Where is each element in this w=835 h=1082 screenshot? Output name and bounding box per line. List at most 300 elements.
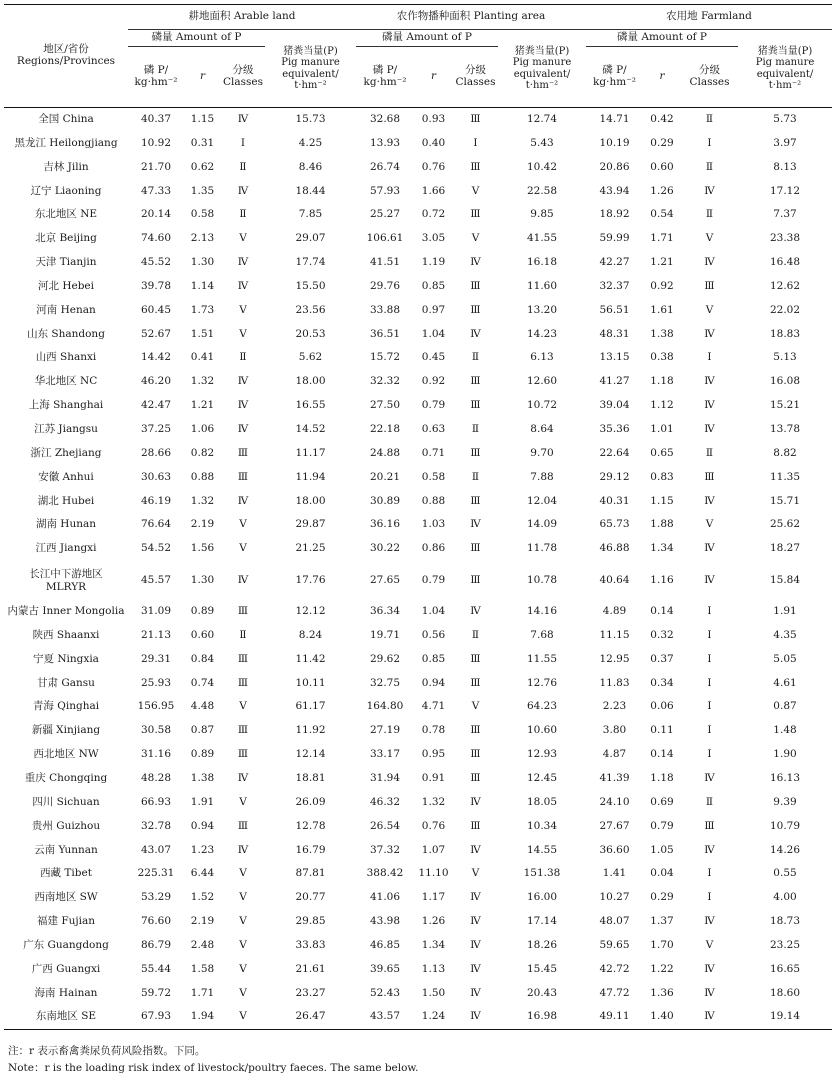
arable-class-cell: Ⅴ [239,938,247,951]
arable-r-cell: 1.30 [190,573,215,586]
farmland-p-cell: 1.41 [602,867,627,880]
arable-pig-cell: 11.17 [295,446,326,459]
planting-p-cell: 30.22 [369,542,401,555]
planting-pig-cell: 12.04 [526,494,558,507]
arable-pig-cell: 17.74 [295,256,326,269]
farmland-p-cell: 41.27 [599,375,630,388]
arable-p-cell: 45.52 [140,256,172,269]
planting-r-cell: 0.79 [421,573,446,586]
arable-class-cell: Ⅴ [239,962,247,975]
region-cell: 青海 Qinghai [32,700,100,713]
farmland-pig-cell: 13.78 [769,423,801,436]
arable-pig-cell: 14.52 [295,423,326,436]
planting-p-cell: 27.50 [369,399,401,412]
region-cell: 西北地区 NW [33,748,99,761]
planting-p-cell: 26.74 [369,160,401,173]
arable-r-cell: 1.21 [190,399,215,412]
header-r-arable: r [184,47,221,108]
planting-pig-cell: 11.78 [526,542,558,555]
header-p-farmland: 磷 P/ kg·hm⁻² [586,47,643,108]
region-cell: 湖南 Hunan [35,518,97,531]
arable-pig-cell: 18.00 [295,375,326,388]
table-row [4,466,832,490]
arable-p-cell: 225.31 [137,867,175,880]
arable-r-cell: 1.30 [190,256,215,269]
planting-r-cell: 0.45 [421,351,446,364]
region-cell: 全国 China [38,113,94,126]
farmland-class-cell: Ⅳ [704,399,715,412]
arable-r-cell: 0.89 [190,748,215,761]
arable-r-cell: 1.32 [190,494,215,507]
planting-pig-cell: 9.70 [530,446,554,459]
arable-pig-cell: 26.47 [265,1005,356,1029]
farmland-p-cell: 40.64 [599,573,630,586]
arable-class-cell: Ⅳ [237,771,249,784]
planting-pig-cell: 11.55 [526,652,558,665]
arable-p-cell: 59.72 [140,986,172,999]
farmland-pig-cell: 1.90 [773,748,797,761]
arable-r-cell: 1.73 [190,303,215,316]
farmland-p-cell: 56.51 [599,303,630,316]
planting-class-cell: Ⅲ [470,494,481,507]
planting-p-cell: 37.32 [369,843,401,856]
farmland-class-cell: Ⅰ [707,351,712,364]
farmland-p-cell: 48.31 [599,327,630,340]
arable-p-cell: 25.93 [140,676,172,689]
region-cell: 广东 Guangdong [23,938,109,951]
farmland-p-cell: 27.67 [599,819,630,832]
region-cell: 辽宁 Liaoning [30,184,102,197]
arable-class-cell: Ⅲ [237,605,249,618]
table-row [4,346,832,370]
arable-p-cell: 76.60 [140,915,172,928]
arable-pig-cell: 12.12 [295,605,326,618]
farmland-r-cell: 0.60 [650,160,674,173]
farmland-p-cell: 41.39 [599,771,630,784]
region-cell: 吉林 Jilin [43,160,89,173]
arable-p-cell: 53.29 [140,891,172,904]
arable-p-cell: 67.93 [128,1005,184,1029]
farmland-p-cell: 43.94 [599,184,630,197]
header-class-arable: 分级 Classes [221,47,265,108]
farmland-pig-cell: 16.08 [769,375,801,388]
arable-pig-cell: 8.46 [298,160,323,173]
planting-r-cell: 0.97 [421,303,446,316]
arable-class-cell: Ⅴ [239,700,247,713]
arable-r-cell: 6.44 [190,867,215,880]
planting-class-cell: Ⅱ [471,351,480,364]
arable-r-cell: 2.19 [190,915,215,928]
planting-class-cell: Ⅲ [470,279,481,292]
table-row [4,513,832,537]
farmland-pig-cell: 18.83 [769,327,801,340]
arable-pig-cell: 16.55 [295,399,326,412]
planting-class-cell: Ⅱ [471,470,480,483]
farmland-p-cell: 4.89 [602,605,627,618]
arable-class-cell: Ⅱ [239,628,247,641]
planting-pig-cell: 14.23 [526,327,558,340]
planting-p-cell: 41.51 [369,256,401,269]
farmland-p-cell: 59.99 [599,232,630,245]
header-pig-arable: 猪粪当量(P) Pig manure equivalent/ t·hm⁻² [265,30,356,108]
planting-r-cell: 1.13 [421,962,446,975]
farmland-r-cell: 0.29 [650,136,674,149]
region-cell: 北京 Beijing [35,232,97,245]
table-row [4,370,832,394]
planting-r-cell: 1.19 [421,256,446,269]
planting-r-cell: 1.66 [421,184,446,197]
arable-pig-cell: 29.07 [295,232,326,245]
manure-loading-table [4,4,832,1030]
region-cell: 西南地区 SW [34,891,98,904]
farmland-class-cell: Ⅳ [704,423,715,436]
planting-pig-cell: 7.68 [530,628,554,641]
planting-class-cell: Ⅲ [470,771,481,784]
farmland-p-cell: 40.31 [599,494,630,507]
farmland-pig-cell: 0.87 [773,700,797,713]
arable-pig-cell: 29.87 [295,518,326,531]
arable-pig-cell: 11.92 [295,724,326,737]
planting-r-cell: 0.76 [421,160,446,173]
planting-r-cell: 0.79 [421,399,446,412]
arable-pig-cell: 12.78 [295,819,326,832]
farmland-r-cell: 0.79 [650,819,674,832]
planting-p-cell: 33.88 [369,303,401,316]
arable-p-cell: 20.14 [140,208,172,221]
farmland-pig-cell: 23.25 [769,938,801,951]
farmland-pig-cell: 5.13 [773,351,797,364]
planting-class-cell: Ⅱ [471,628,480,641]
farmland-class-cell: Ⅴ [705,938,714,951]
planting-r-cell: 0.85 [421,652,446,665]
planting-p-cell: 26.54 [369,819,401,832]
planting-pig-cell: 12.45 [526,771,558,784]
farmland-p-cell: 49.11 [586,1005,643,1029]
table-row [4,743,832,767]
farmland-pig-cell: 16.13 [769,771,801,784]
table-row [4,624,832,648]
arable-pig-cell: 18.44 [295,184,326,197]
farmland-class-cell: Ⅳ [704,915,715,928]
planting-p-cell: 15.72 [369,351,401,364]
planting-pig-cell: 10.78 [526,573,558,586]
arable-p-cell: 74.60 [140,232,172,245]
planting-pig-cell: 41.55 [526,232,558,245]
farmland-class-cell: Ⅳ [704,962,715,975]
arable-p-cell: 10.92 [140,136,172,149]
farmland-p-cell: 10.19 [599,136,630,149]
arable-pig-cell: 11.94 [295,470,326,483]
planting-p-cell: 25.27 [369,208,401,221]
arable-class-cell: Ⅴ [239,518,247,531]
region-cell: 广西 Guangxi [31,962,101,975]
planting-p-cell: 27.65 [369,573,401,586]
arable-p-cell: 47.33 [140,184,172,197]
arable-pig-cell: 4.25 [298,136,323,149]
header-pig-planting: 猪粪当量(P) Pig manure equivalent/ t·hm⁻² [498,30,586,108]
planting-class-cell: Ⅱ [471,423,480,436]
farmland-r-cell: 1.88 [650,518,674,531]
planting-class-cell: Ⅳ [470,256,481,269]
table-row [4,299,832,323]
arable-p-cell: 40.37 [140,113,172,126]
farmland-class-cell: Ⅱ [705,113,714,126]
planting-class-cell: Ⅳ [470,938,481,951]
farmland-class-cell: Ⅱ [705,160,714,173]
farmland-pig-cell: 16.48 [769,256,801,269]
farmland-class-cell: Ⅱ [705,795,714,808]
arable-class-cell: Ⅳ [237,279,249,292]
planting-p-cell: 43.98 [369,915,401,928]
arable-r-cell: 0.89 [190,605,215,618]
planting-pig-cell: 12.93 [526,748,558,761]
arable-p-cell: 86.79 [140,938,172,951]
farmland-r-cell: 1.21 [650,256,674,269]
table-row [4,982,832,1006]
farmland-class-cell: Ⅳ [704,986,715,999]
planting-p-cell: 13.93 [369,136,401,149]
table-note [8,1043,828,1077]
planting-r-cell: 0.91 [421,771,446,784]
planting-pig-cell: 12.60 [526,375,558,388]
farmland-pig-cell: 8.82 [773,446,797,459]
region-cell: 重庆 Chongqing [24,771,108,784]
arable-r-cell: 1.14 [190,279,215,292]
arable-p-cell: 30.58 [140,724,172,737]
planting-class-cell: Ⅳ [470,915,481,928]
arable-r-cell: 2.13 [190,232,215,245]
farmland-r-cell: 0.14 [650,748,674,761]
arable-p-cell: 14.42 [140,351,172,364]
region-cell: 西藏 Tibet [40,867,92,880]
planting-p-cell: 32.68 [369,113,401,126]
header-group-arable: 耕地面积 Arable land [128,5,356,30]
planting-class-cell: Ⅲ [470,573,481,586]
planting-class-cell: Ⅳ [453,1005,498,1029]
region-cell: 新疆 Xinjiang [31,724,101,737]
farmland-class-cell: Ⅳ [704,771,715,784]
planting-pig-cell: 151.38 [523,867,561,880]
planting-class-cell: Ⅲ [470,375,481,388]
farmland-class-cell: Ⅰ [707,676,712,689]
table-row [4,561,832,600]
planting-p-cell: 29.76 [369,279,401,292]
note-en: Note：r is the loading risk index of livestock/poultry faeces. The same below. [8,1062,419,1074]
planting-p-cell: 43.57 [356,1005,414,1029]
farmland-p-cell: 12.95 [599,652,630,665]
farmland-r-cell: 1.16 [650,573,674,586]
farmland-r-cell: 1.18 [650,771,674,784]
planting-r-cell: 1.07 [421,843,446,856]
planting-class-cell: Ⅴ [471,700,480,713]
arable-pig-cell: 23.27 [295,986,326,999]
arable-r-cell: 1.71 [190,986,215,999]
region-cell: 河南 Henan [36,303,96,316]
planting-p-cell: 39.65 [369,962,401,975]
table-row [4,490,832,514]
arable-r-cell: 0.88 [190,470,215,483]
planting-r-cell: 0.86 [421,542,446,555]
arable-pig-cell: 21.61 [295,962,326,975]
arable-r-cell: 1.52 [190,891,215,904]
planting-p-cell: 31.94 [369,771,401,784]
farmland-class-cell: Ⅰ [707,867,712,880]
planting-p-cell: 52.43 [369,986,401,999]
table-row [4,862,832,886]
planting-pig-cell: 18.26 [526,938,558,951]
farmland-class-cell: Ⅳ [704,327,715,340]
table-row [4,132,832,156]
farmland-class-cell: Ⅰ [707,700,712,713]
farmland-pig-cell: 12.62 [769,279,801,292]
table-row [4,442,832,466]
farmland-r-cell: 0.54 [650,208,674,221]
farmland-p-cell: 4.87 [602,748,627,761]
farmland-p-cell: 46.88 [599,542,630,555]
planting-pig-cell: 10.42 [526,160,558,173]
planting-class-cell: Ⅲ [470,542,481,555]
farmland-p-cell: 35.36 [599,423,630,436]
planting-r-cell: 1.04 [421,327,446,340]
region-cell: 安徽 Anhui [38,470,94,483]
arable-r-cell: 1.06 [190,423,215,436]
region-cell: 山西 Shanxi [35,351,97,364]
arable-r-cell: 0.87 [190,724,215,737]
region-cell: 东南地区 SE [4,1005,128,1029]
header-class-farmland: 分级 Classes [681,47,738,108]
farmland-r-cell: 0.04 [650,867,674,880]
farmland-pig-cell: 19.14 [738,1005,832,1029]
arable-class-cell: Ⅲ [237,470,249,483]
arable-pig-cell: 5.62 [298,351,323,364]
farmland-p-cell: 42.27 [599,256,630,269]
planting-pig-cell: 8.64 [530,423,554,436]
planting-p-cell: 27.19 [369,724,401,737]
arable-class-cell: Ⅴ [239,891,247,904]
planting-r-cell: 3.05 [421,232,446,245]
table-row [4,815,832,839]
planting-pig-cell: 9.85 [530,208,554,221]
arable-p-cell: 52.67 [140,327,172,340]
planting-class-cell: Ⅲ [470,819,481,832]
farmland-r-cell: 0.32 [650,628,674,641]
farmland-pig-cell: 8.13 [773,160,797,173]
farmland-class-cell: Ⅲ [704,470,715,483]
region-cell: 长江中下游地区 MLRYR [29,568,103,593]
planting-p-cell: 46.85 [369,938,401,951]
farmland-class-cell: Ⅳ [704,184,715,197]
planting-r-cell: 0.92 [421,375,446,388]
farmland-r-cell: 1.01 [650,423,674,436]
arable-p-cell: 66.93 [140,795,172,808]
planting-p-cell: 164.80 [366,700,404,713]
planting-r-cell: 1.17 [421,891,446,904]
arable-p-cell: 21.70 [140,160,172,173]
farmland-pig-cell: 3.97 [773,136,797,149]
farmland-pig-cell: 18.60 [769,986,801,999]
planting-pig-cell: 16.98 [498,1005,586,1029]
planting-pig-cell: 14.16 [526,605,558,618]
arable-pig-cell: 20.77 [295,891,326,904]
arable-class-cell: Ⅴ [239,542,247,555]
farmland-pig-cell: 17.12 [769,184,801,197]
table-row [4,791,832,815]
planting-p-cell: 22.18 [369,423,401,436]
arable-r-cell: 1.15 [190,113,215,126]
region-cell: 浙江 Zhejiang [30,446,102,459]
arable-p-cell: 37.25 [140,423,172,436]
planting-pig-cell: 7.88 [530,470,554,483]
planting-r-cell: 1.34 [421,938,446,951]
region-cell: 东北地区 NE [34,208,98,221]
farmland-pig-cell: 22.02 [769,303,801,316]
arable-pig-cell: 15.73 [295,113,326,126]
table-row [4,180,832,204]
farmland-p-cell: 22.64 [599,446,630,459]
farmland-pig-cell: 1.91 [773,605,797,618]
farmland-pig-cell: 18.73 [769,915,801,928]
region-cell: 陕西 Shaanxi [32,628,100,641]
planting-pig-cell: 10.72 [526,399,558,412]
table-row [4,958,832,982]
planting-r-cell: 0.95 [421,748,446,761]
planting-pig-cell: 64.23 [526,700,558,713]
farmland-r-cell: 1.05 [650,843,674,856]
farmland-p-cell: 65.73 [599,518,630,531]
arable-class-cell: Ⅲ [237,819,249,832]
planting-r-cell: 0.85 [421,279,446,292]
farmland-r-cell: 1.40 [643,1005,681,1029]
planting-class-cell: Ⅳ [470,986,481,999]
arable-p-cell: 55.44 [140,962,172,975]
planting-pig-cell: 17.14 [526,915,558,928]
arable-class-cell: Ⅳ [237,375,249,388]
arable-class-cell: Ⅳ [237,399,249,412]
arable-r-cell: 0.84 [190,652,215,665]
arable-p-cell: 42.47 [140,399,172,412]
arable-class-cell: Ⅴ [239,915,247,928]
arable-pig-cell: 15.50 [295,279,326,292]
farmland-p-cell: 3.80 [602,724,627,737]
farmland-r-cell: 0.92 [650,279,674,292]
arable-p-cell: 48.28 [140,771,172,784]
farmland-pig-cell: 5.05 [773,652,797,665]
arable-class-cell: Ⅳ [237,494,249,507]
table-row [4,672,832,696]
farmland-pig-cell: 4.61 [773,676,797,689]
planting-pig-cell: 18.05 [526,795,558,808]
farmland-pig-cell: 7.37 [773,208,797,221]
farmland-pig-cell: 15.84 [769,573,801,586]
arable-class-cell: Ⅱ [239,351,247,364]
table-row [4,203,832,227]
farmland-class-cell: Ⅳ [704,375,715,388]
planting-p-cell: 41.06 [369,891,401,904]
farmland-p-cell: 42.72 [599,962,630,975]
planting-r-cell: 0.58 [421,470,446,483]
arable-class-cell: Ⅴ [221,1005,265,1029]
farmland-pig-cell: 15.21 [769,399,801,412]
farmland-p-cell: 20.86 [599,160,630,173]
arable-p-cell: 46.19 [140,494,172,507]
arable-pig-cell: 20.53 [295,327,326,340]
table-row [4,838,832,862]
farmland-p-cell: 10.27 [599,891,630,904]
table-row [4,600,832,624]
farmland-p-cell: 29.12 [599,470,630,483]
table-row [4,108,832,132]
planting-class-cell: Ⅳ [470,327,481,340]
